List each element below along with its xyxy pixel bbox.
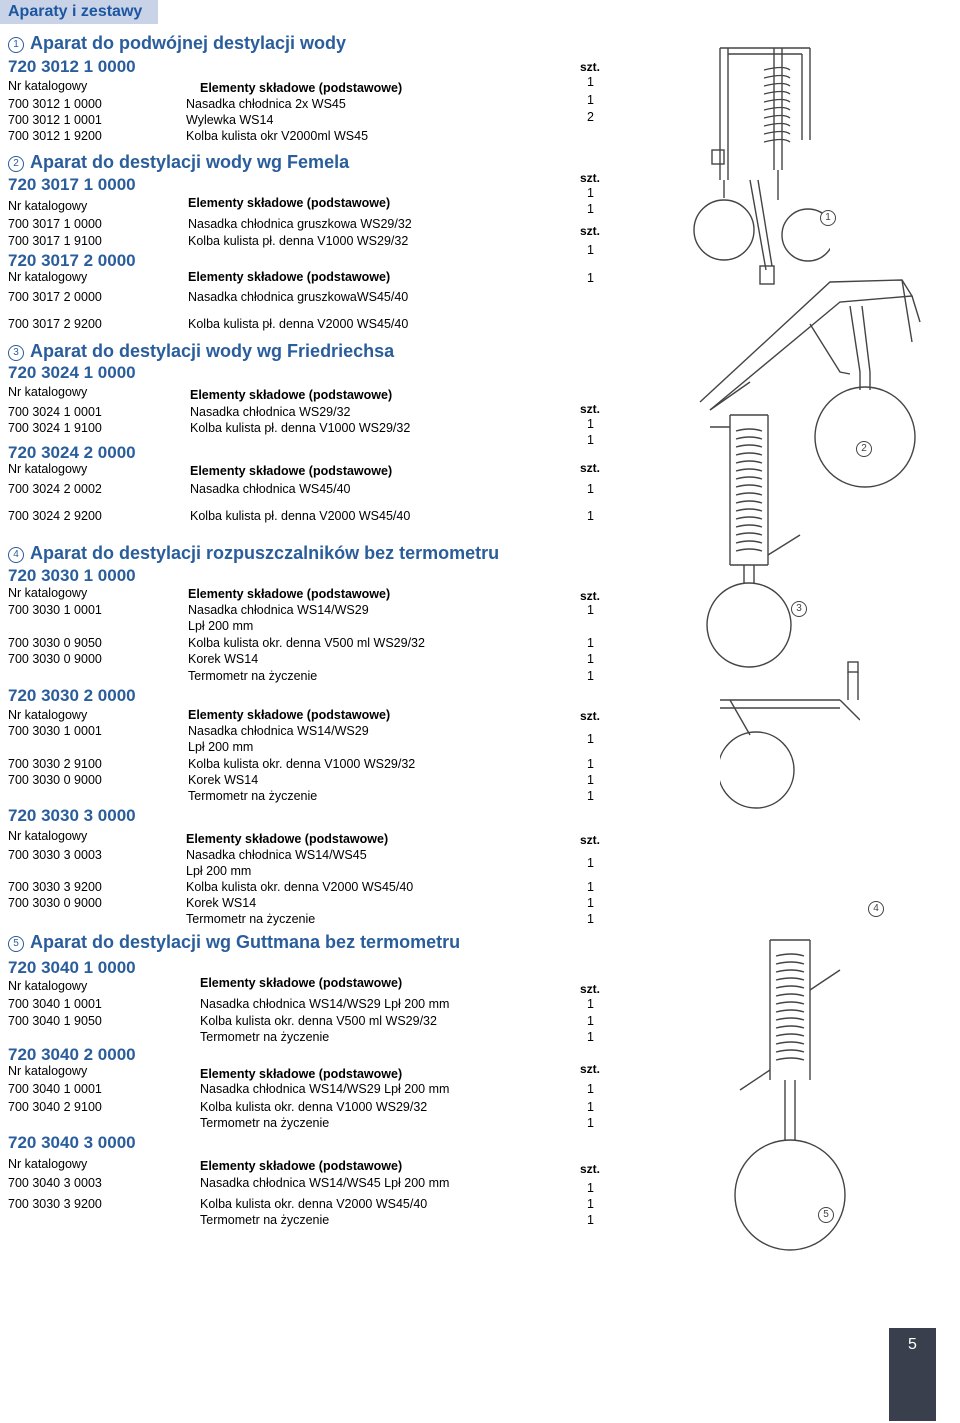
qty: 1 bbox=[587, 856, 594, 870]
row-desc: Termometr na życzenie bbox=[200, 1116, 330, 1130]
qty-header: szt. bbox=[580, 461, 601, 475]
row-desc: Kolba kulista pł. denna V1000 WS29/32 bbox=[188, 234, 409, 248]
qty: 1 bbox=[587, 202, 594, 216]
col-elem-header: Elementy składowe (podstawowe) bbox=[188, 587, 391, 601]
qty: 1 bbox=[587, 789, 594, 803]
row-desc: Termometr na życzenie bbox=[186, 912, 316, 926]
section-2-title: 2 Aparat do destylacji wody wg Femela bbox=[8, 152, 349, 173]
col-elem-header: Elementy składowe (podstawowe) bbox=[190, 464, 393, 478]
page-number-badge bbox=[889, 1328, 936, 1421]
figure-5-label: 5 bbox=[818, 1207, 834, 1223]
row-desc: Nasadka chłodnica WS14/WS29 bbox=[188, 724, 369, 738]
qty: 1 bbox=[587, 482, 594, 496]
row-nr: 700 3030 0 9000 bbox=[8, 652, 102, 666]
col-elem-header: Elementy składowe (podstawowe) bbox=[190, 388, 393, 402]
figure-3-label: 3 bbox=[791, 601, 807, 617]
row-desc: Termometr na życzenie bbox=[188, 789, 318, 803]
qty: 1 bbox=[587, 997, 594, 1011]
col-nr-header: Nr katalogowy bbox=[8, 829, 88, 843]
row-desc: Nasadka chłodnica gruszkowa WS29/32 bbox=[188, 217, 412, 231]
figure-2-label: 2 bbox=[856, 441, 872, 457]
row-nr: 700 3024 1 0001 bbox=[8, 405, 102, 419]
col-elem-header: Elementy składowe (podstawowe) bbox=[188, 708, 391, 722]
row-desc: Nasadka chłodnica WS14/WS29 bbox=[188, 603, 369, 617]
page-header bbox=[0, 0, 158, 24]
kit-code: 720 3040 1 0000 bbox=[8, 958, 136, 977]
apparatus-4-drawing bbox=[720, 660, 860, 920]
qty: 1 bbox=[587, 880, 594, 894]
qty: 1 bbox=[587, 417, 594, 431]
col-nr-header: Nr katalogowy bbox=[8, 1064, 88, 1078]
kit-code: 720 3017 1 0000 bbox=[8, 175, 136, 194]
qty: 1 bbox=[587, 773, 594, 787]
qty: 1 bbox=[587, 433, 594, 447]
apparatus-1-drawing bbox=[690, 30, 830, 290]
qty: 1 bbox=[587, 1014, 594, 1028]
row-nr: 700 3030 3 0003 bbox=[8, 848, 102, 862]
col-nr-header: Nr katalogowy bbox=[8, 979, 88, 993]
section-3-title: 3 Aparat do destylacji wody wg Friedriechsa bbox=[8, 341, 394, 362]
row-desc: Nasadka chłodnica WS45/40 bbox=[190, 482, 351, 496]
kit-code: 720 3040 2 0000 bbox=[8, 1045, 136, 1064]
row-nr: 700 3012 1 0000 bbox=[8, 97, 102, 111]
col-nr-header: Nr katalogowy bbox=[8, 385, 88, 399]
row-desc: Wylewka WS14 bbox=[186, 113, 274, 127]
row-nr: 700 3017 1 0000 bbox=[8, 217, 102, 231]
row-desc: Kolba kulista okr. denna V500 ml WS29/32 bbox=[200, 1014, 437, 1028]
row-nr: 700 3040 1 0001 bbox=[8, 1082, 102, 1096]
col-elem-header: Elementy składowe (podstawowe) bbox=[188, 270, 391, 284]
qty-header: szt. bbox=[580, 171, 601, 185]
page-header-title: Aparaty i zestawy bbox=[8, 3, 143, 20]
row-desc: Termometr na życzenie bbox=[200, 1213, 330, 1227]
row-desc: Kolba kulista pł. denna V1000 WS29/32 bbox=[190, 421, 411, 435]
row-desc: Termometr na życzenie bbox=[188, 669, 318, 683]
row-desc: Kolba kulista okr. denna V1000 WS29/32 bbox=[200, 1100, 428, 1114]
row-nr: 700 3040 1 0001 bbox=[8, 997, 102, 1011]
row-desc: Kolba kulista okr. denna V2000 WS45/40 bbox=[186, 880, 414, 894]
row-nr: 700 3030 1 0001 bbox=[8, 724, 102, 738]
row-nr: 700 3030 0 9000 bbox=[8, 773, 102, 787]
row-desc: Kolba kulista pł. denna V2000 WS45/40 bbox=[188, 317, 409, 331]
row-desc: Nasadka chłodnica WS14/WS29 Lpł 200 mm bbox=[200, 1082, 450, 1096]
apparatus-3-drawing bbox=[700, 405, 810, 675]
qty: 1 bbox=[587, 1116, 594, 1130]
qty: 1 bbox=[587, 757, 594, 771]
row-nr: 700 3040 1 9050 bbox=[8, 1014, 102, 1028]
qty-header: szt. bbox=[580, 1162, 601, 1176]
row-nr: 700 3012 1 0001 bbox=[8, 113, 102, 127]
row-desc: Nasadka chłodnica WS29/32 bbox=[190, 405, 351, 419]
row-nr: 700 3017 2 0000 bbox=[8, 290, 102, 304]
section-1-title: 1 Aparat do podwójnej destylacji wody bbox=[8, 33, 346, 54]
row-nr: 700 3024 1 9100 bbox=[8, 421, 102, 435]
row-desc: Kolba kulista okr. denna V2000 WS45/40 bbox=[200, 1197, 428, 1211]
qty: 1 bbox=[587, 1181, 594, 1195]
row-desc: Kolba kulista okr V2000ml WS45 bbox=[186, 129, 369, 143]
col-nr-header: Nr katalogowy bbox=[8, 708, 88, 722]
kit-code: 720 3017 2 0000 bbox=[8, 251, 136, 270]
row-nr: 700 3030 3 9200 bbox=[8, 1197, 102, 1211]
row-nr: 700 3012 1 9200 bbox=[8, 129, 102, 143]
row-nr: 700 3030 1 0001 bbox=[8, 603, 102, 617]
kit-code: 720 3030 1 0000 bbox=[8, 566, 136, 585]
row-nr: 700 3040 3 0003 bbox=[8, 1176, 102, 1190]
qty: 1 bbox=[587, 243, 594, 257]
qty-header: szt. bbox=[580, 1062, 601, 1076]
figure-1-label: 1 bbox=[820, 210, 836, 226]
qty: 2 bbox=[587, 110, 594, 124]
col-nr-header: Nr katalogowy bbox=[8, 462, 88, 476]
row-desc: Kolba kulista pł. denna V2000 WS45/40 bbox=[190, 509, 411, 523]
row-nr: 700 3030 0 9050 bbox=[8, 636, 102, 650]
qty-header: szt. bbox=[580, 589, 601, 603]
row-nr: 700 3017 1 9100 bbox=[8, 234, 102, 248]
row-desc: Nasadka chłodnica WS14/WS45 bbox=[186, 848, 367, 862]
row-desc: Nasadka chłodnica gruszkowaWS45/40 bbox=[188, 290, 409, 304]
qty: 1 bbox=[587, 1100, 594, 1114]
page-number: 5 bbox=[908, 1336, 917, 1353]
qty-header: szt. bbox=[580, 982, 601, 996]
col-nr-header: Nr katalogowy bbox=[8, 199, 88, 213]
col-elem-header: Elementy składowe (podstawowe) bbox=[186, 832, 389, 846]
row-nr: 700 3017 2 9200 bbox=[8, 317, 102, 331]
qty: 1 bbox=[587, 652, 594, 666]
qty: 1 bbox=[587, 93, 594, 107]
col-elem-header: Elementy składowe (podstawowe) bbox=[200, 976, 403, 990]
qty-header: szt. bbox=[580, 709, 601, 723]
row-desc-2: Lpł 200 mm bbox=[188, 740, 254, 754]
row-nr: 700 3030 0 9000 bbox=[8, 896, 102, 910]
qty: 1 bbox=[587, 669, 594, 683]
row-desc: Nasadka chłodnica WS14/WS29 Lpł 200 mm bbox=[200, 997, 450, 1011]
qty: 1 bbox=[587, 1197, 594, 1211]
qty: 1 bbox=[587, 636, 594, 650]
col-elem-header: Elementy składowe (podstawowe) bbox=[200, 1067, 403, 1081]
col-elem-header: Elementy składowe (podstawowe) bbox=[200, 81, 403, 95]
section-5-title: 5 Aparat do destylacji wg Guttmana bez termometru bbox=[8, 932, 460, 953]
col-elem-header: Elementy składowe (podstawowe) bbox=[188, 196, 391, 210]
row-desc-2: Lpł 200 mm bbox=[188, 619, 254, 633]
qty: 1 bbox=[587, 732, 594, 746]
kit-code: 720 3040 3 0000 bbox=[8, 1133, 136, 1152]
row-desc: Nasadka chłodnica 2x WS45 bbox=[186, 97, 346, 111]
row-nr: 700 3040 2 9100 bbox=[8, 1100, 102, 1114]
col-nr-header: Nr katalogowy bbox=[8, 270, 88, 284]
qty-header: szt. bbox=[580, 402, 601, 416]
section-4-title: 4 Aparat do destylacji rozpuszczalników bez termometru bbox=[8, 543, 499, 564]
row-desc: Korek WS14 bbox=[188, 773, 259, 787]
qty: 1 bbox=[587, 271, 594, 285]
qty: 1 bbox=[587, 603, 594, 617]
qty-header: szt. bbox=[580, 60, 601, 74]
row-desc: Kolba kulista okr. denna V1000 WS29/32 bbox=[188, 757, 416, 771]
row-desc: Korek WS14 bbox=[188, 652, 259, 666]
kit-code: 720 3024 2 0000 bbox=[8, 443, 136, 462]
qty-header: szt. bbox=[580, 224, 601, 238]
figure-4-label: 4 bbox=[868, 901, 884, 917]
row-desc: Kolba kulista okr. denna V500 ml WS29/32 bbox=[188, 636, 425, 650]
kit-code: 720 3024 1 0000 bbox=[8, 363, 136, 382]
row-nr: 700 3024 2 0002 bbox=[8, 482, 102, 496]
apparatus-5-drawing bbox=[730, 930, 860, 1260]
qty-header: szt. bbox=[580, 833, 601, 847]
row-nr: 700 3030 2 9100 bbox=[8, 757, 102, 771]
row-nr: 700 3030 3 9200 bbox=[8, 880, 102, 894]
qty: 1 bbox=[587, 1030, 594, 1044]
qty: 1 bbox=[587, 896, 594, 910]
row-desc: Korek WS14 bbox=[186, 896, 257, 910]
row-desc: Nasadka chłodnica WS14/WS45 Lpł 200 mm bbox=[200, 1176, 450, 1190]
col-nr-header: Nr katalogowy bbox=[8, 1157, 88, 1171]
row-desc-2: Lpł 200 mm bbox=[186, 864, 252, 878]
col-nr-header: Nr katalogowy bbox=[8, 79, 88, 93]
kit-code: 720 3030 2 0000 bbox=[8, 686, 136, 705]
qty: 1 bbox=[587, 1082, 594, 1096]
col-elem-header: Elementy składowe (podstawowe) bbox=[200, 1159, 403, 1173]
kit-code: 720 3012 1 0000 bbox=[8, 57, 136, 76]
kit-code: 720 3030 3 0000 bbox=[8, 806, 136, 825]
qty: 1 bbox=[587, 75, 594, 89]
qty: 1 bbox=[587, 912, 594, 926]
qty: 1 bbox=[587, 186, 594, 200]
row-desc: Termometr na życzenie bbox=[200, 1030, 330, 1044]
col-nr-header: Nr katalogowy bbox=[8, 586, 88, 600]
row-nr: 700 3024 2 9200 bbox=[8, 509, 102, 523]
qty: 1 bbox=[587, 509, 594, 523]
qty: 1 bbox=[587, 1213, 594, 1227]
